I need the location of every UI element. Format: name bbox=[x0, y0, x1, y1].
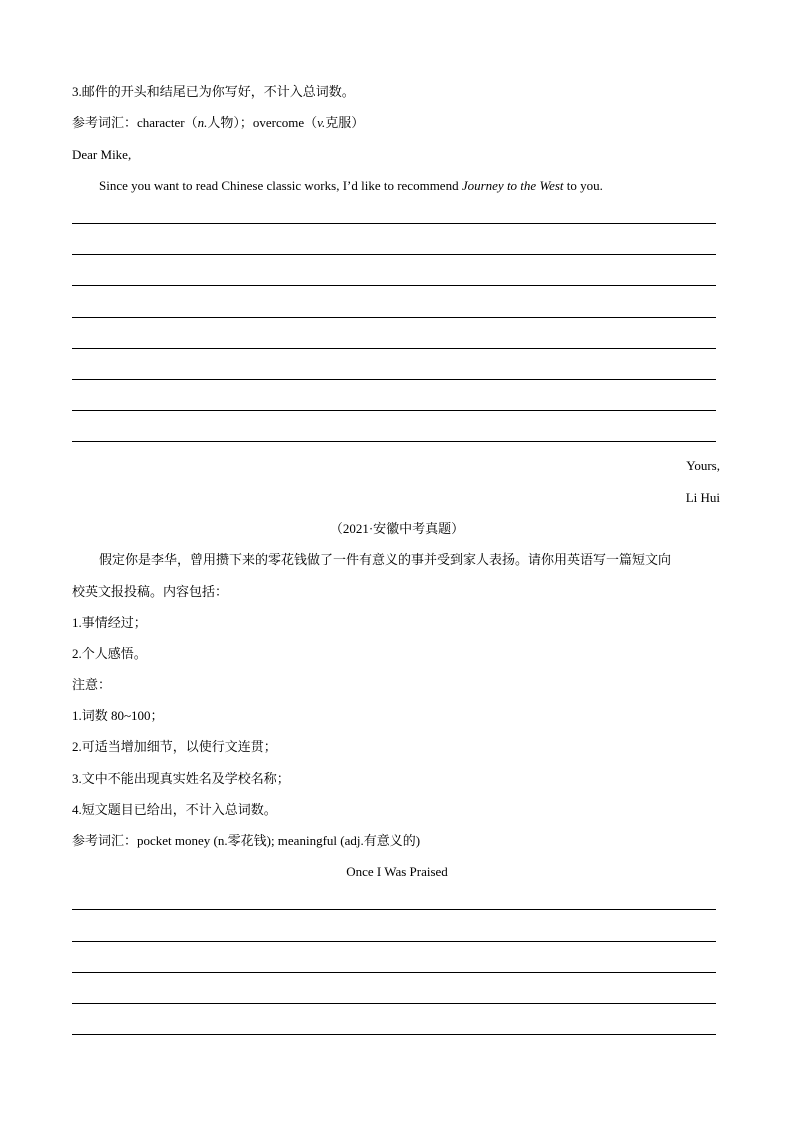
writing-line[interactable] bbox=[72, 972, 716, 973]
letter-signature: Li Hui bbox=[685, 490, 720, 505]
notice-item-2: 2.可适当增加细节，以使行文连贯； bbox=[72, 739, 277, 754]
vocab-prefix: 参考词汇：character（ bbox=[72, 115, 198, 130]
reference-vocabulary-1 bbox=[72, 115, 364, 131]
content-item-1: 1.事情经过； bbox=[72, 615, 147, 630]
essay-title: Once I Was Praised bbox=[346, 864, 448, 879]
book-title: Journey to the West bbox=[461, 178, 564, 193]
notice-item-4: 4.短文题目已给出，不计入总词数。 bbox=[72, 802, 277, 817]
writing-line[interactable] bbox=[72, 441, 716, 442]
notice-label: 注意： bbox=[72, 677, 112, 692]
writing-line[interactable] bbox=[72, 1034, 716, 1035]
opening-after: to you. bbox=[563, 178, 603, 193]
writing-line[interactable] bbox=[72, 317, 716, 318]
question-source: （2021·安徽中考真题） bbox=[329, 521, 465, 536]
notice-item-3: 3.文中不能出现真实姓名及学校名称； bbox=[72, 771, 290, 786]
letter-opening-sentence bbox=[99, 178, 603, 194]
writing-line[interactable] bbox=[72, 285, 716, 286]
prompt-line-1: 假定你是李华，曾用攒下来的零花钱做了一件有意义的事并受到家人表扬。请你用英语写一篇短文向 bbox=[99, 552, 672, 567]
writing-line[interactable] bbox=[72, 379, 716, 380]
vocab-pos-noun: n. bbox=[197, 115, 208, 130]
writing-line[interactable] bbox=[72, 941, 716, 942]
letter-closing: Yours, bbox=[686, 458, 720, 473]
reference-vocabulary-2: 参考词汇：pocket money (n.零花钱); meaningful (adj.有意义的) bbox=[72, 833, 421, 848]
writing-line[interactable] bbox=[72, 909, 716, 910]
writing-line[interactable] bbox=[72, 254, 716, 255]
writing-line[interactable] bbox=[72, 348, 716, 349]
vocab-pos-verb: v. bbox=[317, 115, 326, 130]
writing-line[interactable] bbox=[72, 1003, 716, 1004]
letter-greeting: Dear Mike, bbox=[72, 147, 132, 162]
content-item-2: 2.个人感悟。 bbox=[72, 646, 147, 661]
note-3: 3.邮件的开头和结尾已为你写好，不计入总词数。 bbox=[72, 84, 355, 99]
writing-line[interactable] bbox=[72, 223, 716, 224]
notice-item-1: 1.词数 80~100； bbox=[72, 708, 164, 723]
writing-line[interactable] bbox=[72, 410, 716, 411]
prompt-line-2: 校英文报投稿。内容包括： bbox=[72, 584, 229, 599]
opening-before: Since you want to read Chinese classic works, I’d like to recommend bbox=[99, 178, 462, 193]
vocab-mid: 人物）；overcome（ bbox=[207, 115, 318, 130]
vocab-end: 克服） bbox=[325, 115, 365, 130]
